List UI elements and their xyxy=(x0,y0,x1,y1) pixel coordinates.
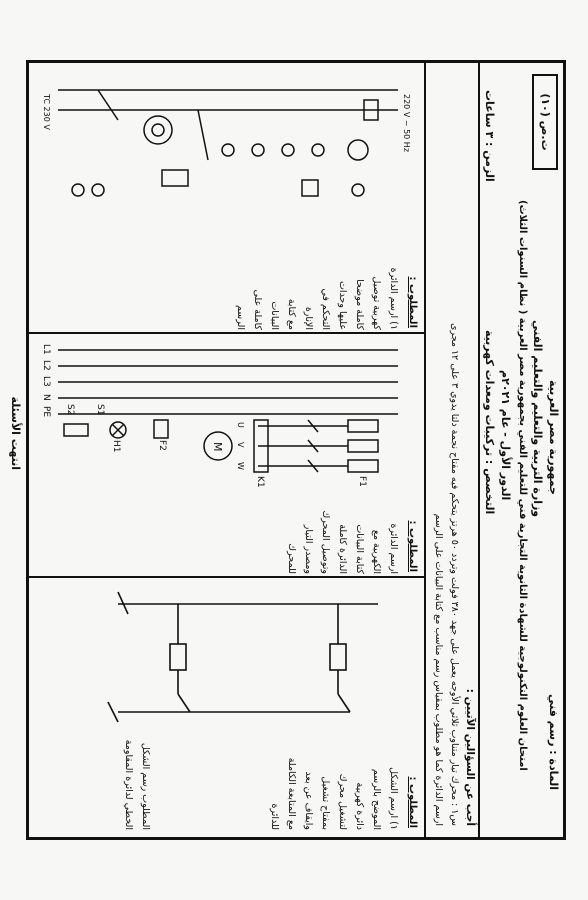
label-pe: PE xyxy=(41,406,51,418)
exam-sheet xyxy=(9,50,574,850)
req-item: وتوصيل المحرك xyxy=(320,510,331,574)
motor-symbol: M xyxy=(211,442,224,452)
label-v: V xyxy=(236,442,245,448)
supply-label-bottom: TC 230 V xyxy=(42,94,51,130)
middle-panel-requirements xyxy=(283,510,402,574)
req-item: التحكم في xyxy=(320,288,331,330)
right-panel-requirements xyxy=(266,758,402,830)
right-panel-bottom xyxy=(120,740,154,830)
right-panel-title: المطلوب : xyxy=(407,776,418,828)
subject-line: المادة : رسم فني xyxy=(547,693,560,790)
req-item: المطلوب رسم الشكل xyxy=(140,742,151,830)
instruction-1: أجب عن السؤالين الآتيين : xyxy=(464,688,476,826)
exam-title-line: امتحان العلوم التكنولوجية للشهادة الثانوية التجارية فني للتعليم الفني بجمهورية مصر العربية ( نظام السنوات الثلاث) xyxy=(517,200,528,771)
req-item: الرسم xyxy=(235,304,246,330)
ministry-line: وزارة التربية والتعليم والتعليم الفني xyxy=(531,320,544,518)
req-item: وايقاف عن بعد xyxy=(303,771,314,830)
req-item: الكهربية مع xyxy=(371,529,382,574)
req-item: ومصدر التيار xyxy=(303,524,314,574)
header-divider xyxy=(478,60,480,840)
req-item: مع كتابة xyxy=(286,298,297,330)
label-l3: L3 xyxy=(41,376,51,387)
label-h1: H1 xyxy=(111,440,121,453)
req-item: كتابة البيانات xyxy=(354,524,365,574)
label-f1: F1 xyxy=(357,476,367,487)
label-u: U xyxy=(236,422,245,428)
label-l2: L2 xyxy=(41,360,51,371)
middle-panel-title: المطلوب : xyxy=(407,520,418,572)
label-n: N xyxy=(41,394,51,401)
end-of-questions: انتهت الأسئلة xyxy=(9,396,22,470)
label-f2: F2 xyxy=(157,440,167,451)
req-item: الخطي لدائرة المقاومة xyxy=(123,739,134,830)
label-k1: K1 xyxy=(255,476,265,488)
label-s2: S2 xyxy=(65,404,75,416)
req-item: بمفتاح تشغيل xyxy=(320,776,331,830)
req-item: كاملة موضحا xyxy=(354,279,365,330)
panel-divider-1 xyxy=(26,332,426,334)
session-line: الدور الأول - عام ٢٠٢١م xyxy=(499,370,512,501)
country-line: جمهورية مصر العربية xyxy=(547,380,560,495)
req-item: ١) ارسم الشكل xyxy=(388,767,399,830)
motor-control-diagram xyxy=(38,340,418,490)
label-l1: L1 xyxy=(41,344,51,355)
req-item: ١) ارسم الدائرة xyxy=(388,267,399,330)
exam-code-box: ت.ص (١٠) xyxy=(532,74,558,170)
req-item: مع المتابعة الكاملة xyxy=(286,757,297,830)
req-item: للدائرة xyxy=(269,803,280,830)
supply-label-top: 220 V ~ 50 Hz xyxy=(402,94,411,153)
right-panel-diagram xyxy=(38,584,418,724)
req-item: دائرة كهربية xyxy=(354,782,365,830)
panel-divider-2 xyxy=(26,576,426,578)
req-item: كاملة على xyxy=(252,289,263,330)
instruction-3: ارسم الدائرة كما هو مطلوب بمقياس رسم مناسب مع كتابة البيانات على الرسم xyxy=(433,513,444,826)
req-item: كهربية توصيل xyxy=(371,276,382,330)
req-item: البيانات xyxy=(269,301,280,330)
req-item: الدائرة كاملة xyxy=(337,524,348,574)
lighting-circuit-diagram xyxy=(38,70,418,220)
instruction-2: س١ : محرك تيار متناوب ثلاثي الأوجه يعمل على جهد ٣٨٠ فولت وتردد ٥٠ هرتز يتحكم فيه مفتاح نجمة دلتا يدوي ٣ على ١٢ مجرى xyxy=(449,323,460,826)
req-item: للمحرك xyxy=(286,543,297,574)
req-item: الموضح بالرسم xyxy=(371,768,382,830)
req-item: لتشغيل محرك xyxy=(337,773,348,830)
label-s1: S1 xyxy=(95,404,105,416)
specialty-line: التخصص : تركيبات ومعدات كهربية xyxy=(483,330,496,515)
label-w: W xyxy=(236,462,245,470)
req-item: ارسم الدائرة xyxy=(388,523,399,574)
req-item: عليها وحدات xyxy=(337,280,348,330)
req-item: الإنارة xyxy=(303,306,314,330)
instructions-divider xyxy=(424,60,426,840)
left-panel-requirements xyxy=(232,268,402,330)
time-line: الزمن : ٣ ساعات xyxy=(483,90,496,182)
left-panel-title: المطلوب : xyxy=(407,276,418,328)
